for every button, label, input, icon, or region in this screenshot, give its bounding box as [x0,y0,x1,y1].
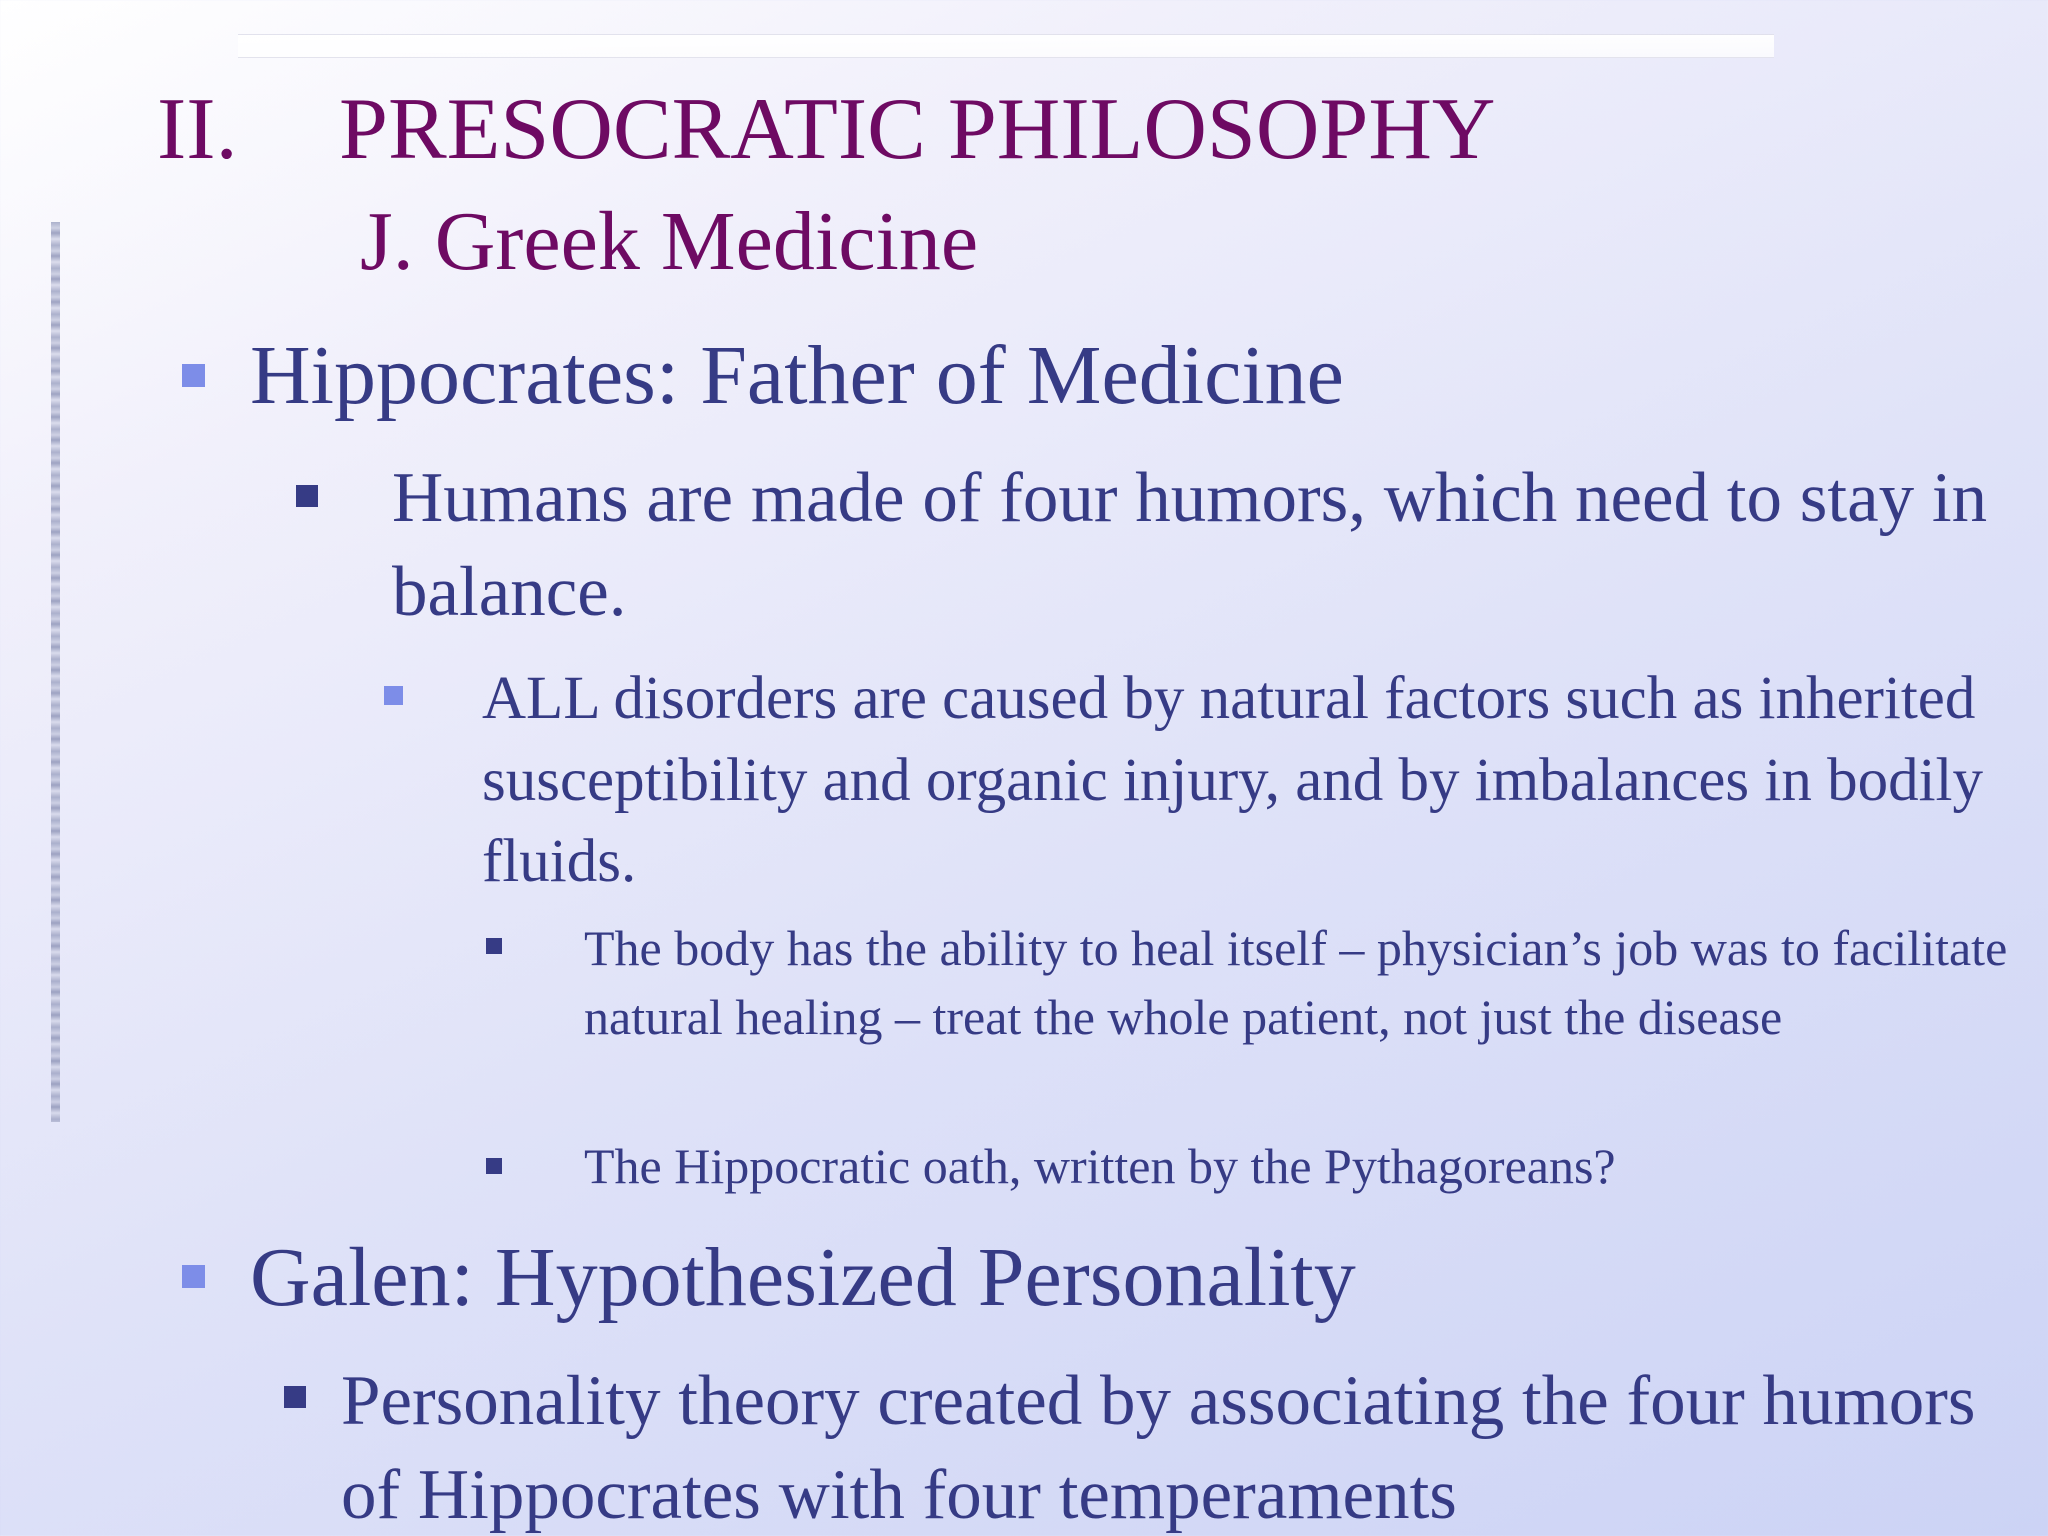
bullet-personality-theory: Personality theory created by associating the four humors of Hippocrates with four temperaments [341,1362,1976,1534]
bullet-hippocratic-oath: The Hippocratic oath, written by the Pythagoreans? [584,1138,1616,1194]
slide-title [157,81,1496,178]
bullet-body-heals: The body has the ability to heal itself – physician’s job was to facilitate natural healing – treat the whole patient, not just the disease [584,920,2008,1045]
top-decorative-rule [238,34,1774,58]
bullet-square-icon [182,364,205,387]
section-title: PRESOCRATIC PHILOSOPHY [339,81,1496,178]
bullet-square-icon [384,686,403,705]
slide-subtitle: J. Greek Medicine [360,195,979,288]
bullet-square-icon [486,938,502,954]
bullet-square-icon [182,1265,205,1288]
bullet-hippocrates: Hippocrates: Father of Medicine [250,329,1344,422]
side-decorative-strip [51,222,60,1122]
bullet-all-disorders: ALL disorders are caused by natural factors such as inherited susceptibility and organic injury, and by imbalances in bodily fluids. [482,665,1983,896]
bullet-four-humors: Humans are made of four humors, which need to stay in balance. [392,459,1988,631]
bullet-square-icon [296,485,318,507]
section-number: II. [157,81,238,178]
bullet-galen: Galen: Hypothesized Personality [250,1231,1356,1324]
bullet-square-icon [486,1158,502,1174]
bullet-square-icon [284,1386,306,1408]
